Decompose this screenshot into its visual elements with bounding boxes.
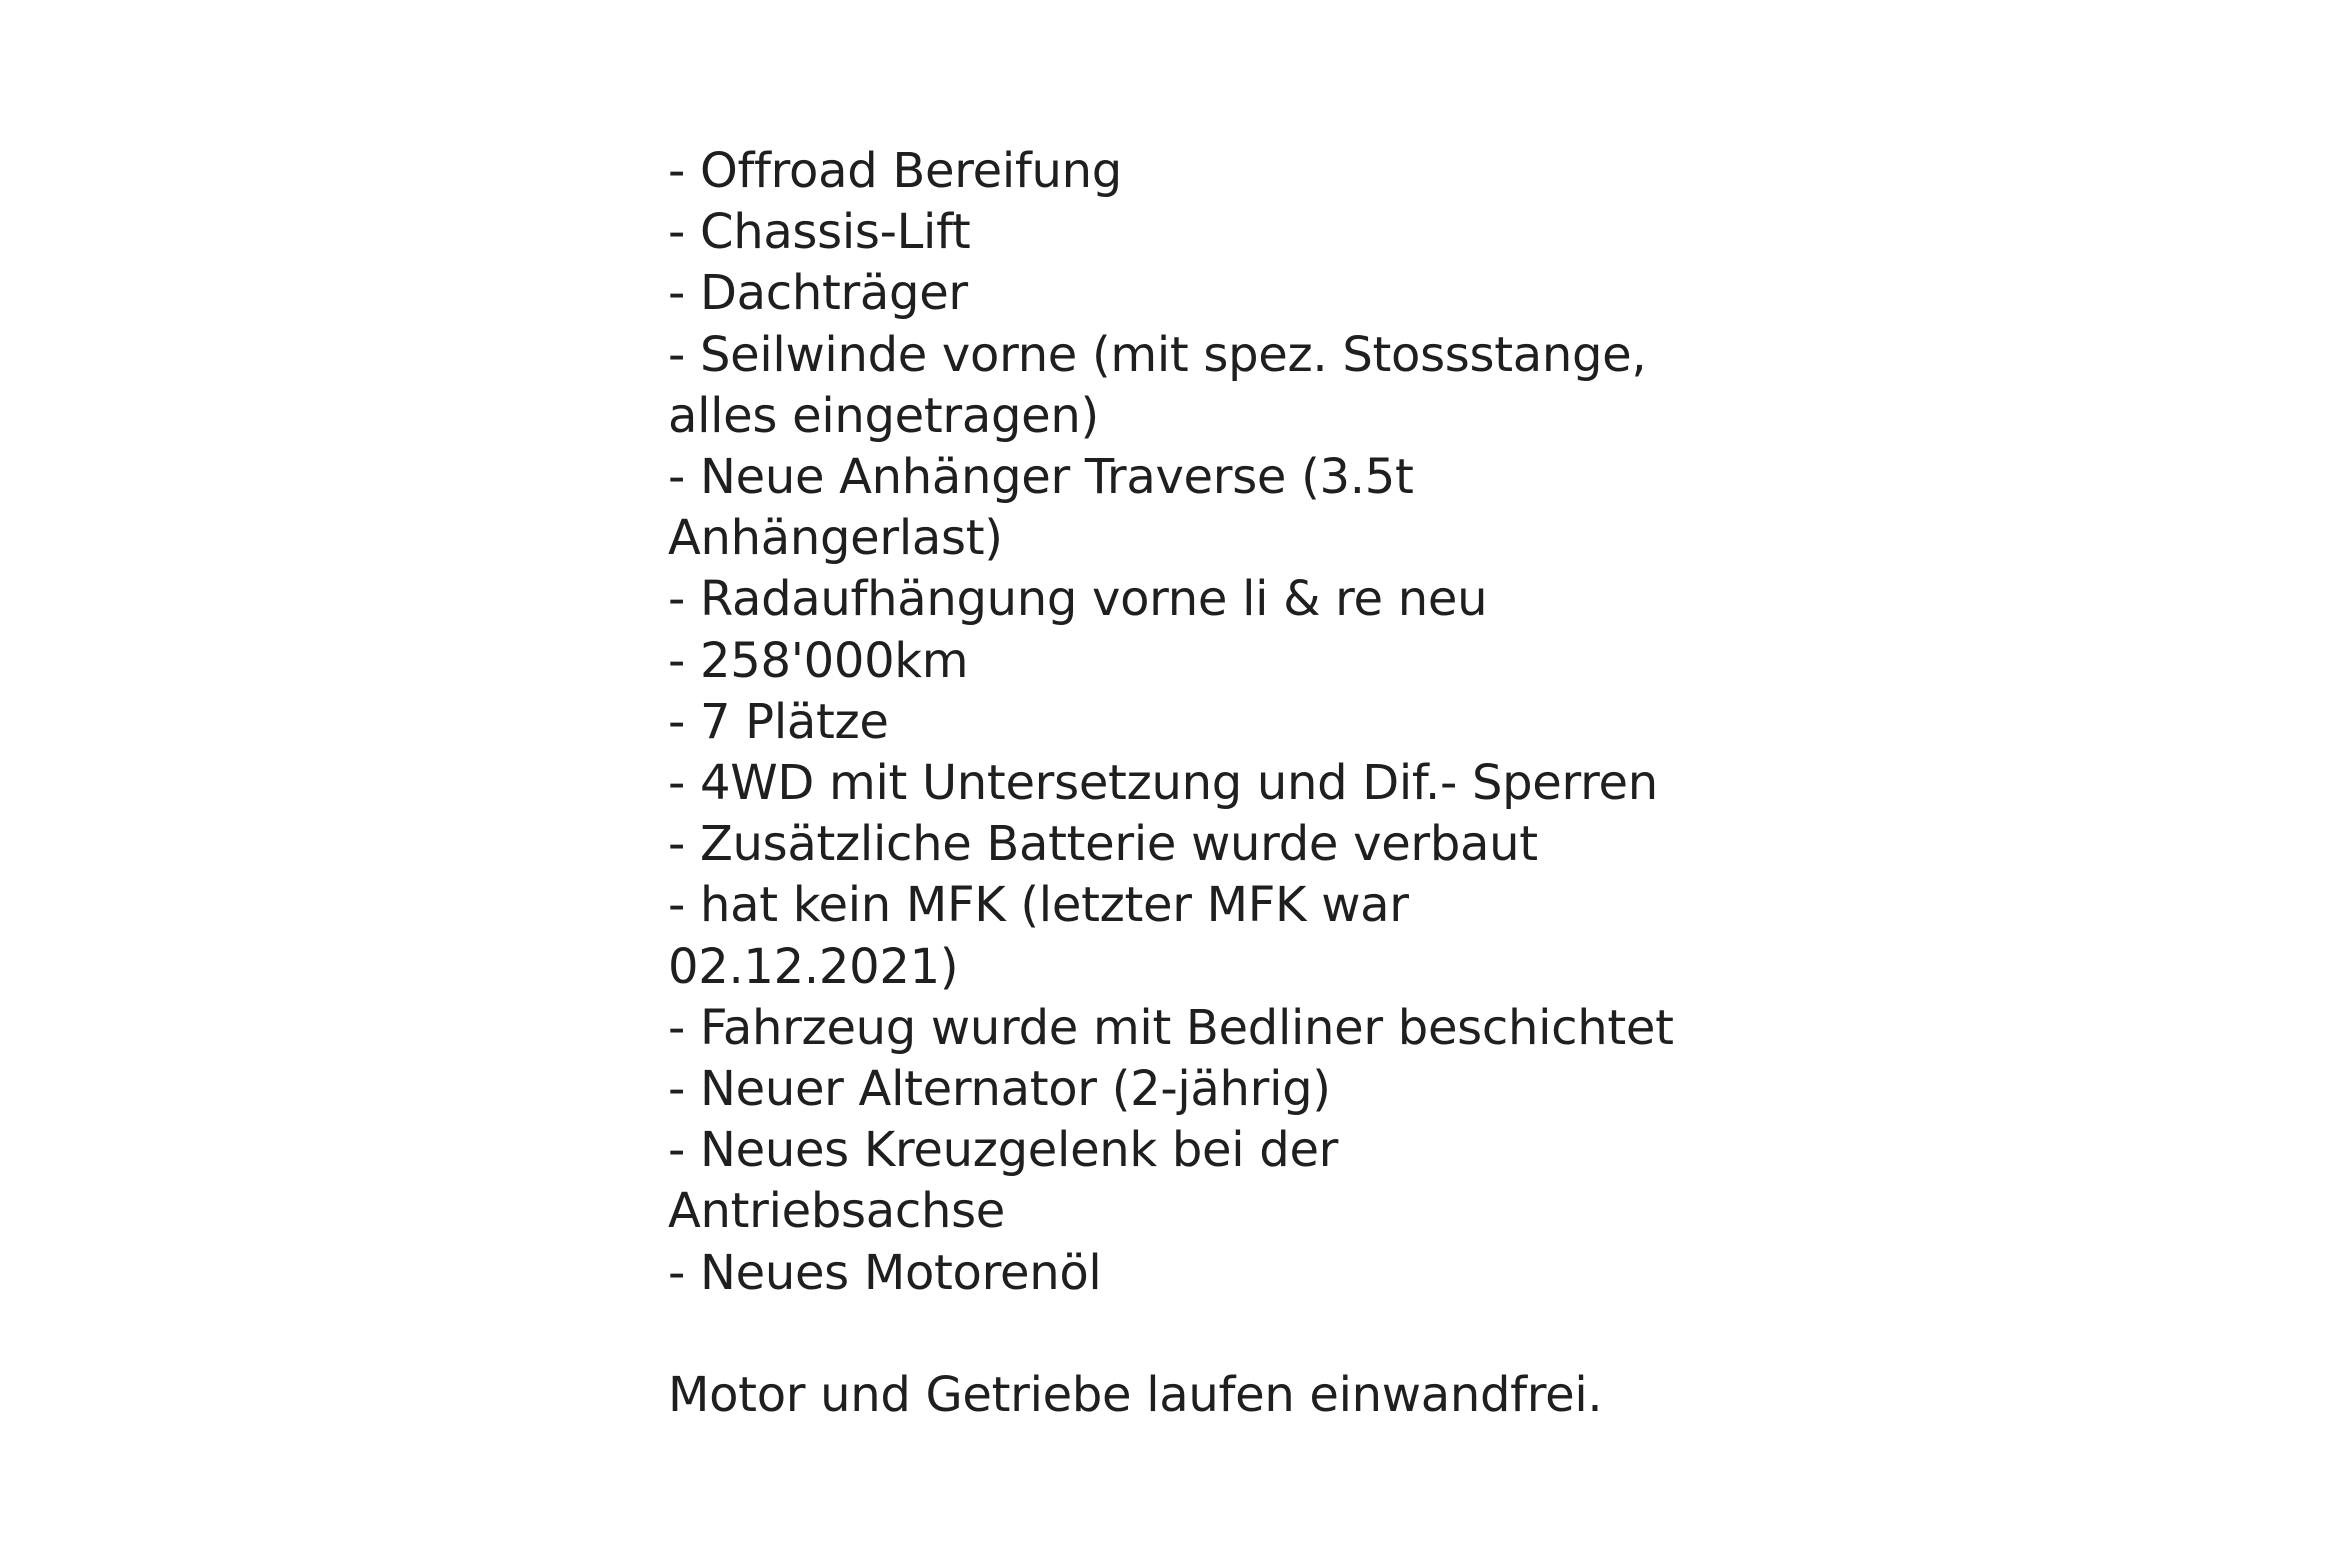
note-line: - Neue Anhänger Traverse (3.5t [668,449,1414,506]
note-line: 02.12.2021) [668,938,959,995]
note-line: - Offroad Bereifung [668,143,1122,199]
note-line: Anhängerlast) [668,510,1003,567]
closing-line: Motor und Getriebe laufen einwandfrei. [668,1367,1603,1424]
paragraph-gap [668,1304,1708,1365]
note-line: - Zusätzliche Batterie wurde verbaut [668,816,1538,873]
note-line: - Neues Kreuzgelenk bei der [668,1122,1339,1179]
note-line: alles eingetragen) [668,387,1099,444]
note-line: - Seilwinde vorne (mit spez. Stossstange, [668,326,1647,383]
note-text-block [668,141,1708,1426]
note-line: - Neues Motorenöl [668,1244,1102,1301]
note-line: - Fahrzeug wurde mit Bedliner beschichtet [668,999,1674,1056]
note-line: - Radaufhängung vorne li & re neu [668,571,1488,628]
note-line: - 4WD mit Untersetzung und Dif.- Sperren [668,755,1658,812]
note-line: - hat kein MFK (letzter MFK war [668,877,1409,934]
note-line: - Neuer Alternator (2-jährig) [668,1061,1331,1118]
note-line: - 7 Plätze [668,693,889,750]
note-line: - Dachträger [668,265,968,322]
note-line: - Chassis-Lift [668,204,971,261]
note-line: - 258'000km [668,632,969,689]
note-line: Antriebsachse [668,1183,1006,1240]
